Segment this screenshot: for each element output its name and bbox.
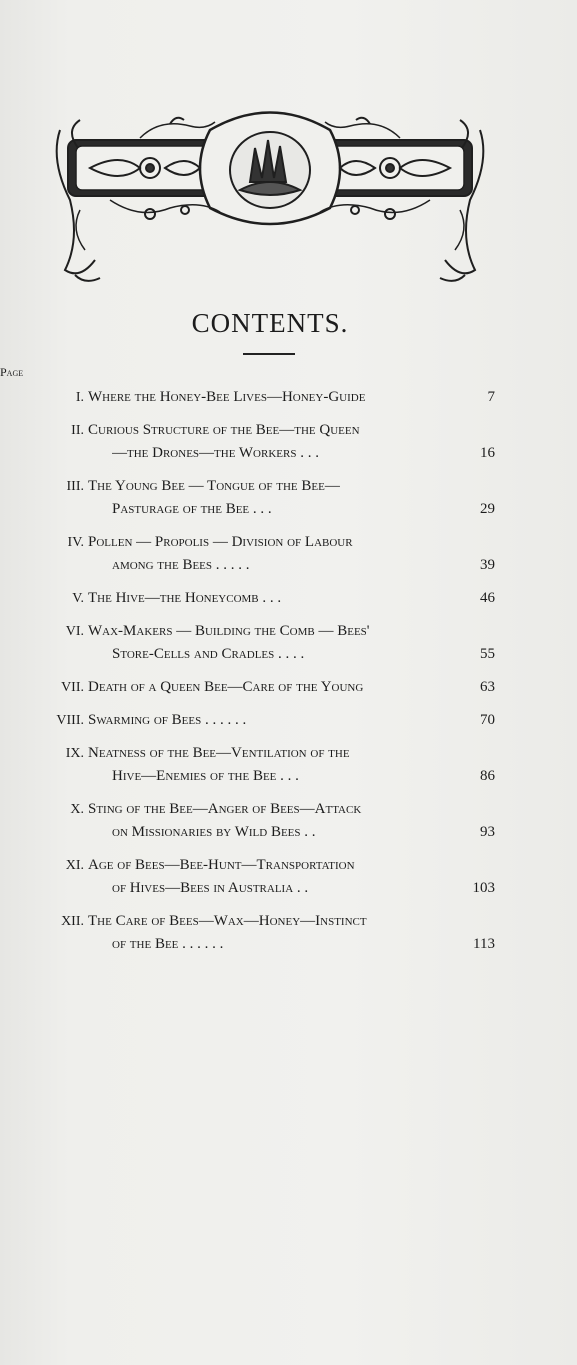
toc-line bbox=[0, 419, 577, 442]
chapter-number: IX. bbox=[65, 746, 84, 761]
chapter-number: VI. bbox=[65, 624, 84, 639]
toc-entry bbox=[0, 854, 577, 900]
chapter-title: Store-Cells and Cradles . . . . bbox=[112, 646, 305, 662]
chapter-number: V. bbox=[72, 591, 84, 606]
toc-entry bbox=[0, 742, 577, 788]
toc-line bbox=[0, 877, 577, 900]
title-rule bbox=[243, 353, 295, 355]
page-header: Page bbox=[0, 365, 577, 1365]
toc-line bbox=[0, 587, 577, 610]
toc-line bbox=[0, 554, 577, 577]
chapter-title: Pasturage of the Bee . . . bbox=[112, 501, 272, 517]
chapter-title: The Young Bee — Tongue of the Bee— bbox=[88, 478, 340, 494]
chapter-title: Sting of the Bee—Anger of Bees—Attack bbox=[88, 801, 362, 817]
chapter-title: Pollen — Propolis — Division of Labour bbox=[88, 534, 353, 550]
toc-line bbox=[0, 798, 577, 821]
chapter-title: on Missionaries by Wild Bees . . bbox=[112, 824, 316, 840]
toc-entry bbox=[0, 798, 577, 844]
toc-line bbox=[0, 643, 577, 666]
chapter-title: Hive—Enemies of the Bee . . . bbox=[112, 768, 299, 784]
chapter-title: —the Drones—the Workers . . . bbox=[112, 445, 319, 461]
page-number: 29 bbox=[480, 501, 495, 517]
chapter-title: Neatness of the Bee—Ventilation of the bbox=[88, 745, 350, 761]
page-number: 93 bbox=[480, 824, 495, 840]
chapter-title: among the Bees . . . . . bbox=[112, 557, 250, 573]
chapter-title: Age of Bees—Bee-Hunt—Transportation bbox=[88, 857, 355, 873]
toc-entry bbox=[0, 676, 577, 699]
toc-line bbox=[0, 620, 577, 643]
page-number: 16 bbox=[480, 445, 495, 461]
toc-line bbox=[0, 475, 577, 498]
chapter-number: XI. bbox=[65, 858, 84, 873]
page-number: 63 bbox=[480, 679, 495, 695]
chapter-number: VII. bbox=[61, 680, 84, 695]
toc-entry bbox=[0, 386, 577, 409]
toc-entry bbox=[0, 709, 577, 732]
page-number: 70 bbox=[480, 712, 495, 728]
chapter-title: The Hive—the Honeycomb . . . bbox=[88, 590, 282, 606]
toc-line bbox=[0, 854, 577, 877]
chapter-title: Death of a Queen Bee—Care of the Young bbox=[88, 679, 364, 695]
chapter-title: of Hives—Bees in Australia . . bbox=[112, 880, 309, 896]
toc-entry bbox=[0, 587, 577, 610]
chapter-number: III. bbox=[66, 479, 84, 494]
toc-entry bbox=[0, 620, 577, 666]
chapter-title: Swarming of Bees . . . . . . bbox=[88, 712, 247, 728]
toc-line bbox=[0, 498, 577, 521]
toc-entry bbox=[0, 531, 577, 577]
page-number: 86 bbox=[480, 768, 495, 784]
toc-line bbox=[0, 442, 577, 465]
chapter-title: of the Bee . . . . . . bbox=[112, 936, 224, 952]
toc-line bbox=[0, 933, 577, 956]
toc-entry bbox=[0, 910, 577, 956]
chapter-number: IV. bbox=[67, 535, 84, 550]
toc-line bbox=[0, 910, 577, 933]
toc-line bbox=[0, 676, 577, 699]
page-number: 103 bbox=[472, 880, 495, 896]
chapter-number: VIII. bbox=[56, 713, 84, 728]
page-number: 7 bbox=[487, 389, 495, 405]
toc-line bbox=[0, 742, 577, 765]
page-number: 39 bbox=[480, 557, 495, 573]
toc-line bbox=[0, 386, 577, 409]
chapter-number: I. bbox=[75, 390, 84, 405]
toc-entry bbox=[0, 419, 577, 465]
page-title: CONTENTS. bbox=[191, 308, 349, 338]
toc-entry bbox=[0, 475, 577, 521]
table-of-contents bbox=[0, 386, 577, 966]
page-number: 113 bbox=[473, 936, 495, 952]
toc-line bbox=[0, 821, 577, 844]
page-number: 55 bbox=[480, 646, 495, 662]
decorative-headpiece bbox=[50, 100, 490, 290]
toc-line bbox=[0, 765, 577, 788]
chapter-number: XII. bbox=[61, 914, 84, 929]
chapter-number: X. bbox=[70, 802, 84, 817]
chapter-number: II. bbox=[71, 423, 84, 438]
toc-line bbox=[0, 709, 577, 732]
chapter-title: Wax-Makers — Building the Comb — Bees' bbox=[88, 623, 370, 639]
page-number: 46 bbox=[480, 590, 495, 606]
toc-line bbox=[0, 531, 577, 554]
chapter-title: The Care of Bees—Wax—Honey—Instinct bbox=[88, 913, 367, 929]
chapter-title: Where the Honey-Bee Lives—Honey-Guide bbox=[88, 389, 366, 405]
chapter-title: Curious Structure of the Bee—the Queen bbox=[88, 422, 360, 438]
